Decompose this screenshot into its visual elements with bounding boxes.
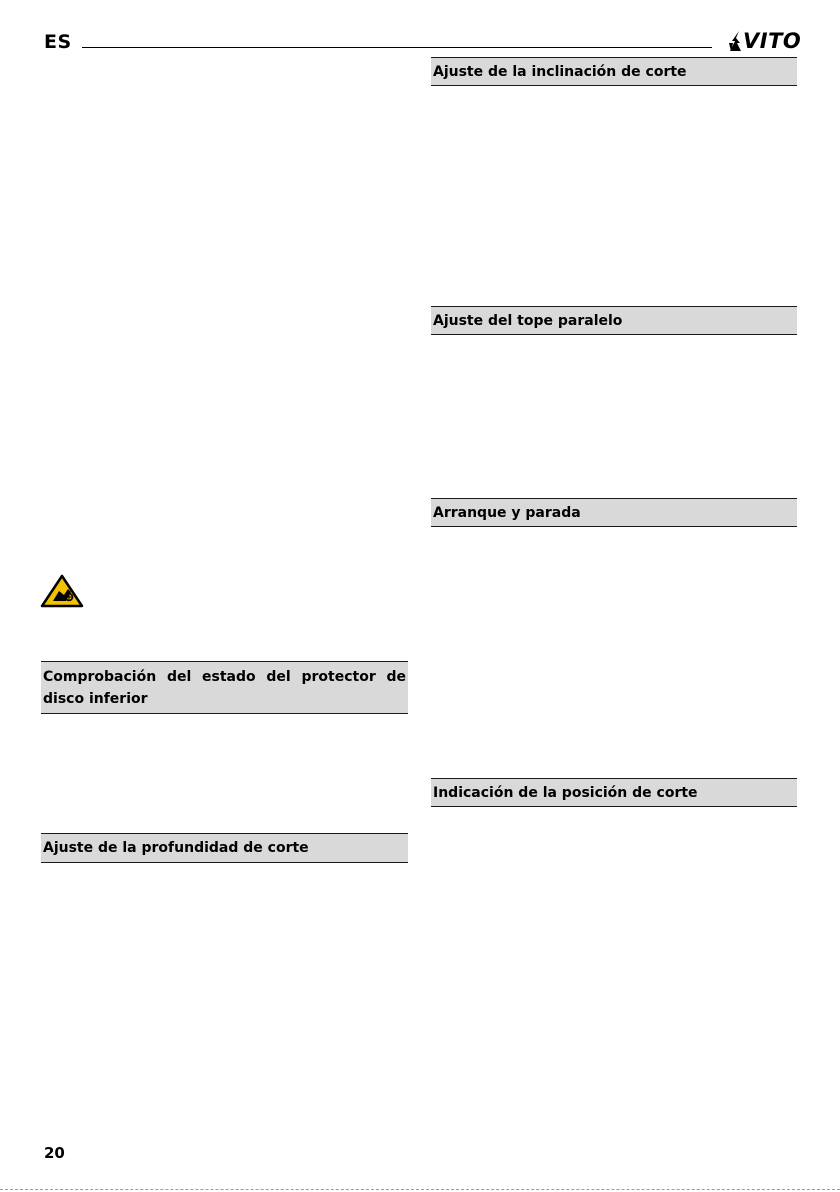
section-heading-start-stop: Arranque y parada — [431, 498, 797, 527]
language-code: ES — [44, 31, 72, 53]
section-heading-cut-position: Indicación de la posición de corte — [431, 778, 797, 807]
page-number: 20 — [44, 1144, 65, 1162]
footer-rule — [0, 1189, 840, 1190]
section-heading-cut-inclination: Ajuste de la inclinación de corte — [431, 57, 797, 86]
section-heading-cut-depth: Ajuste de la profundidad de corte — [41, 833, 408, 863]
brand-logo — [728, 28, 801, 54]
flame-icon — [728, 30, 742, 52]
header-rule — [82, 47, 712, 48]
hand-injury-warning-icon — [40, 574, 84, 608]
section-heading-parallel-stop: Ajuste del tope paralelo — [431, 306, 797, 335]
section-heading-lower-guard-check: Comprobación del estado del protector de disco inferior — [41, 661, 408, 714]
brand-name: VITO — [743, 29, 802, 53]
